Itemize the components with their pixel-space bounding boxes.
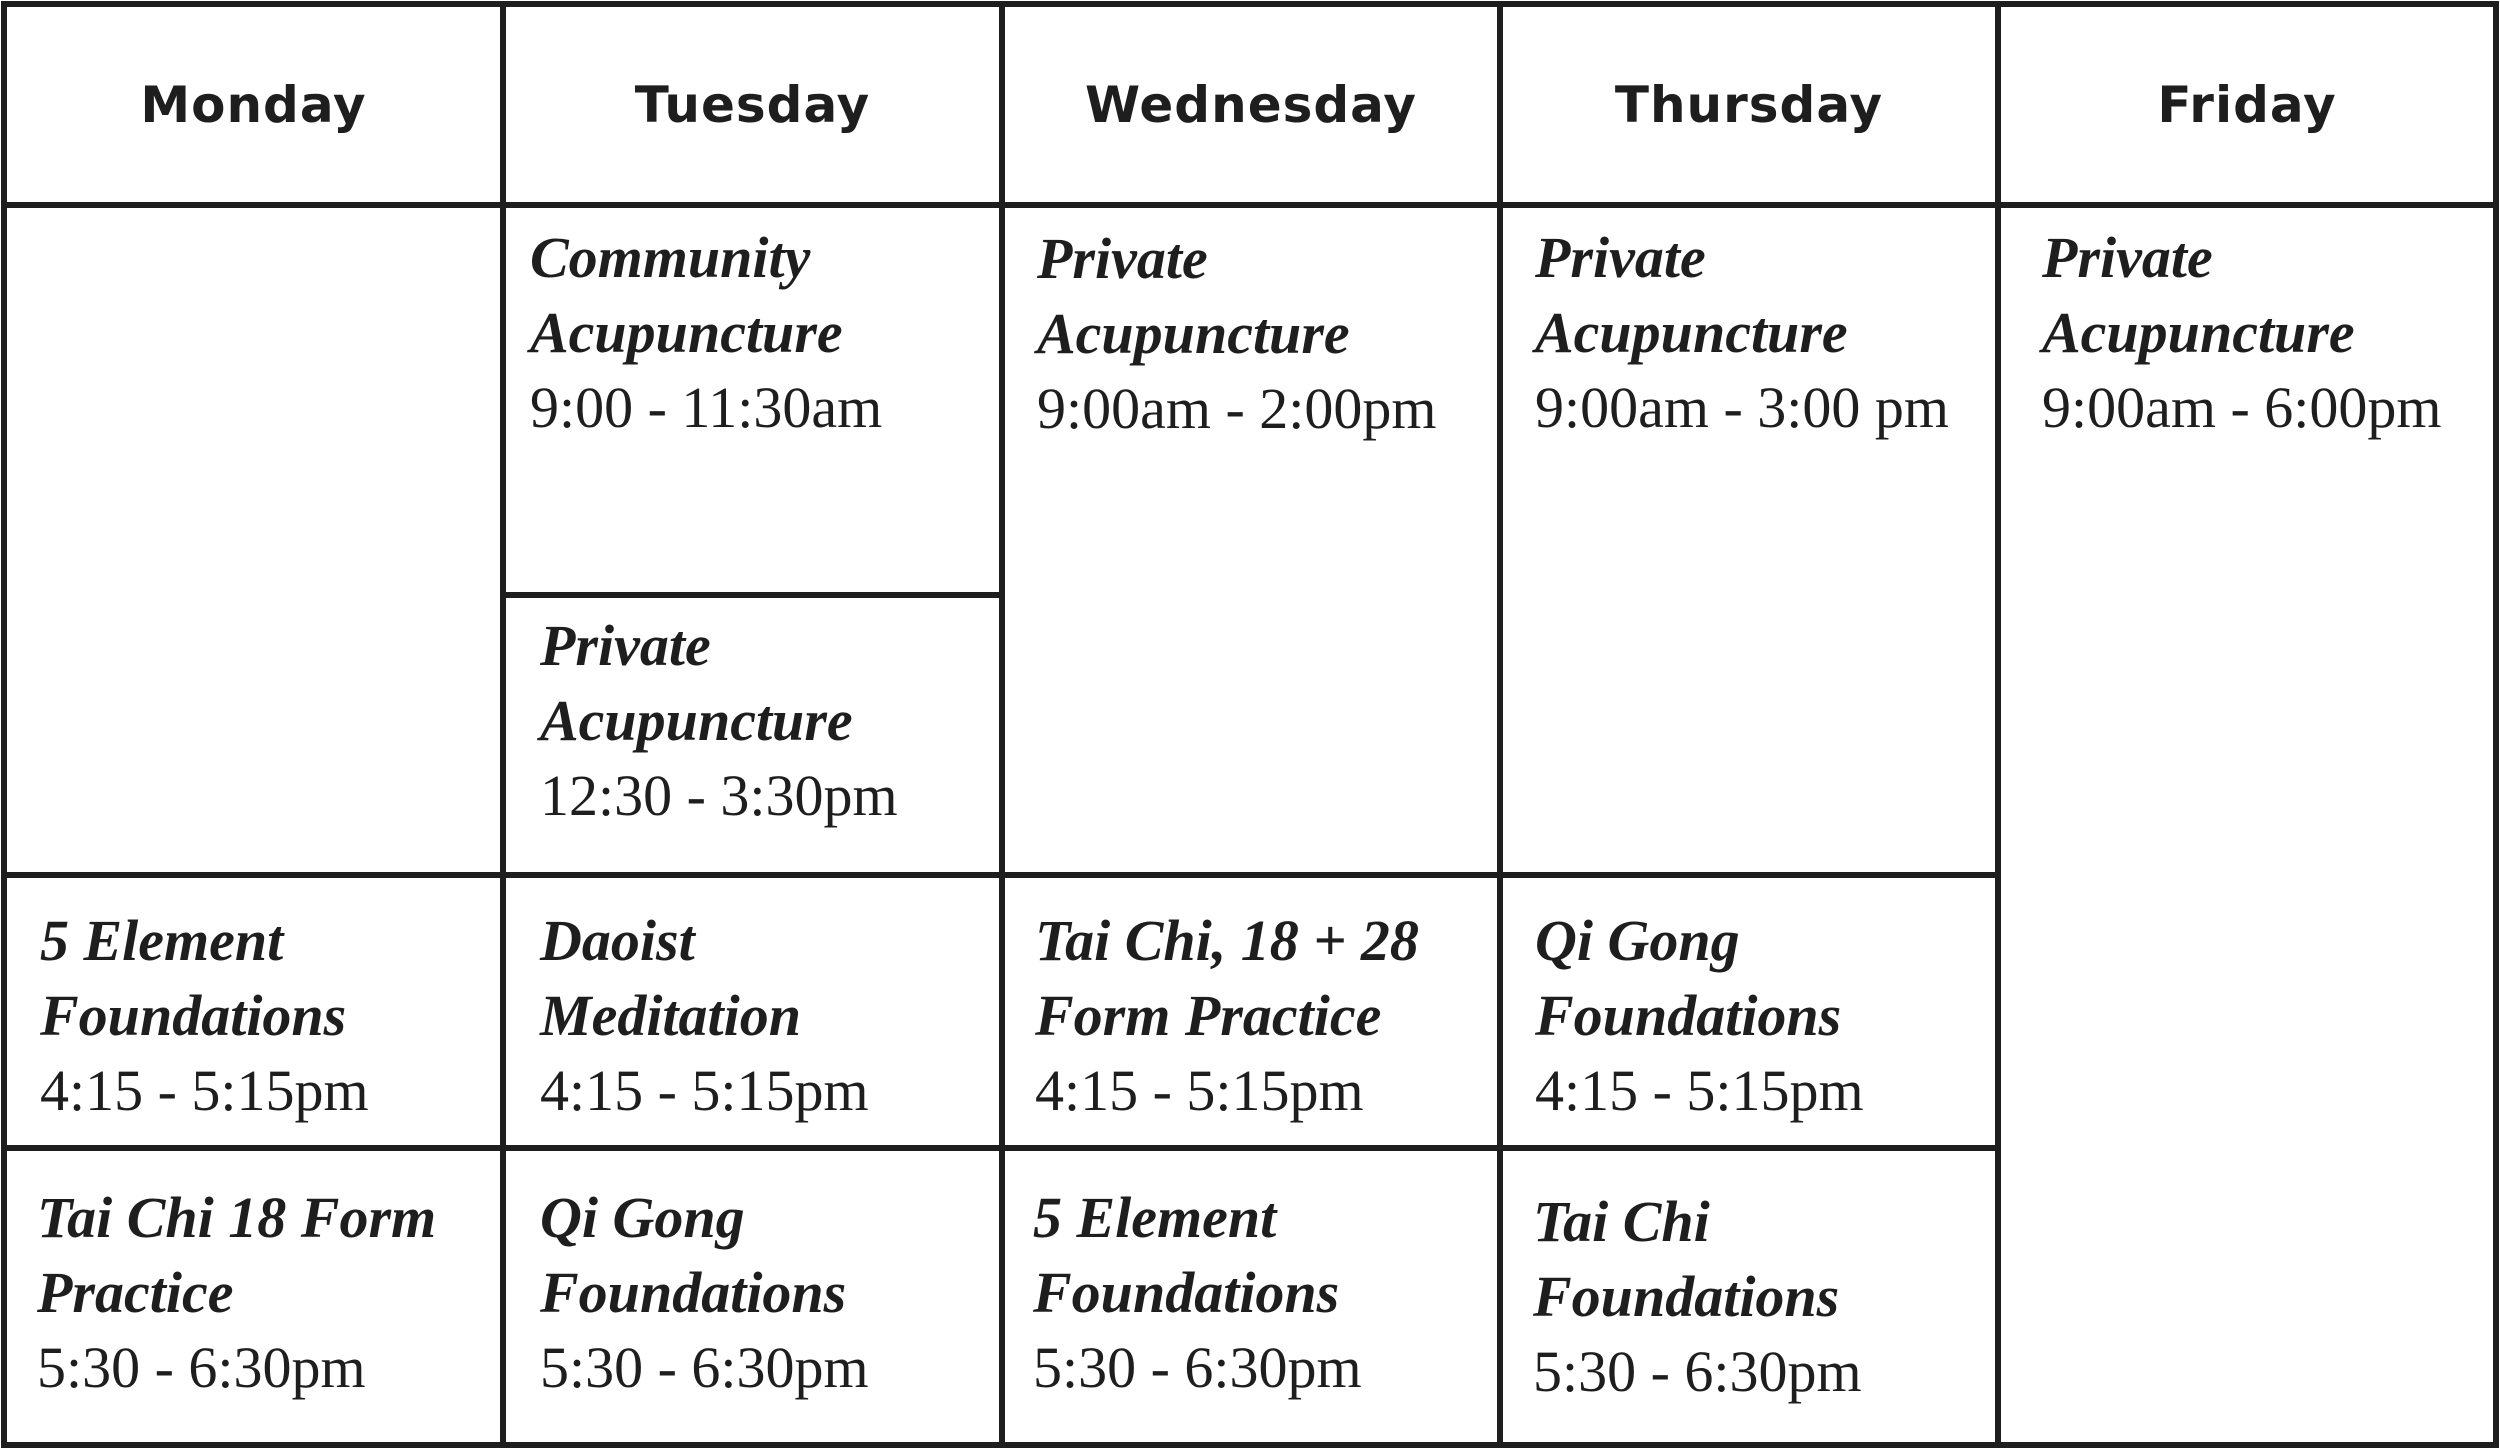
session-time: 5:30 - 6:30pm [1533, 1339, 1862, 1404]
session-title: Community Acupuncture [530, 225, 843, 365]
session-title: Private Acupuncture [1535, 225, 1848, 365]
session-thu-private-acupuncture [1535, 220, 1949, 445]
session-wed-5-element-foundations [1033, 1180, 1362, 1405]
session-title: Qi Gong Foundations [1535, 908, 1842, 1048]
session-thu-tai-chi-foundations [1533, 1184, 1862, 1409]
session-time: 9:00am - 3:00 pm [1535, 375, 1950, 440]
session-time: 5:30 - 6:30pm [540, 1335, 869, 1400]
session-title: 5 Element Foundations [1033, 1185, 1340, 1325]
session-tue-qi-gong-foundations [540, 1180, 869, 1405]
session-time: 4:15 - 5:15pm [1535, 1058, 1864, 1123]
session-mon-5-element-foundations [40, 903, 369, 1128]
session-time: 4:15 - 5:15pm [1035, 1058, 1364, 1123]
session-title: 5 Element Foundations [40, 908, 347, 1048]
header-wednesday: Wednesday [1085, 75, 1417, 134]
session-time: 4:15 - 5:15pm [540, 1058, 869, 1123]
session-time: 12:30 - 3:30pm [540, 763, 898, 828]
session-title: Private Acupuncture [1037, 226, 1350, 366]
session-tue-daoist-meditation [540, 903, 869, 1128]
header-tuesday: Tuesday [634, 75, 871, 134]
session-title: Private Acupuncture [540, 613, 853, 753]
session-wed-private-acupuncture [1037, 221, 1437, 446]
session-mon-tai-chi-18-form-practice [37, 1180, 436, 1405]
session-time: 4:15 - 5:15pm [40, 1058, 369, 1123]
session-title: Private Acupuncture [2042, 225, 2355, 365]
session-fri-private-acupuncture [2042, 220, 2442, 445]
session-time: 9:00am - 6:00pm [2042, 375, 2442, 440]
session-title: Daoist Meditation [540, 908, 802, 1048]
session-wed-tai-chi-form-practice [1035, 903, 1419, 1128]
header-monday: Monday [140, 75, 367, 134]
session-time: 5:30 - 6:30pm [37, 1335, 366, 1400]
session-time: 9:00am - 2:00pm [1037, 376, 1437, 441]
session-title: Tai Chi 18 Form Practice [37, 1185, 437, 1325]
session-time: 9:00 - 11:30am [530, 375, 883, 440]
session-title: Tai Chi Foundations [1533, 1189, 1840, 1329]
session-time: 5:30 - 6:30pm [1033, 1335, 1362, 1400]
session-title: Qi Gong Foundations [540, 1185, 847, 1325]
session-tue-private-acupuncture [540, 608, 898, 833]
header-thursday: Thursday [1614, 75, 1884, 134]
session-title: Tai Chi, 18 + 28 Form Practice [1035, 908, 1419, 1048]
session-thu-qi-gong-foundations [1535, 903, 1864, 1128]
session-tue-community-acupuncture [530, 220, 882, 445]
header-friday: Friday [2157, 75, 2337, 134]
